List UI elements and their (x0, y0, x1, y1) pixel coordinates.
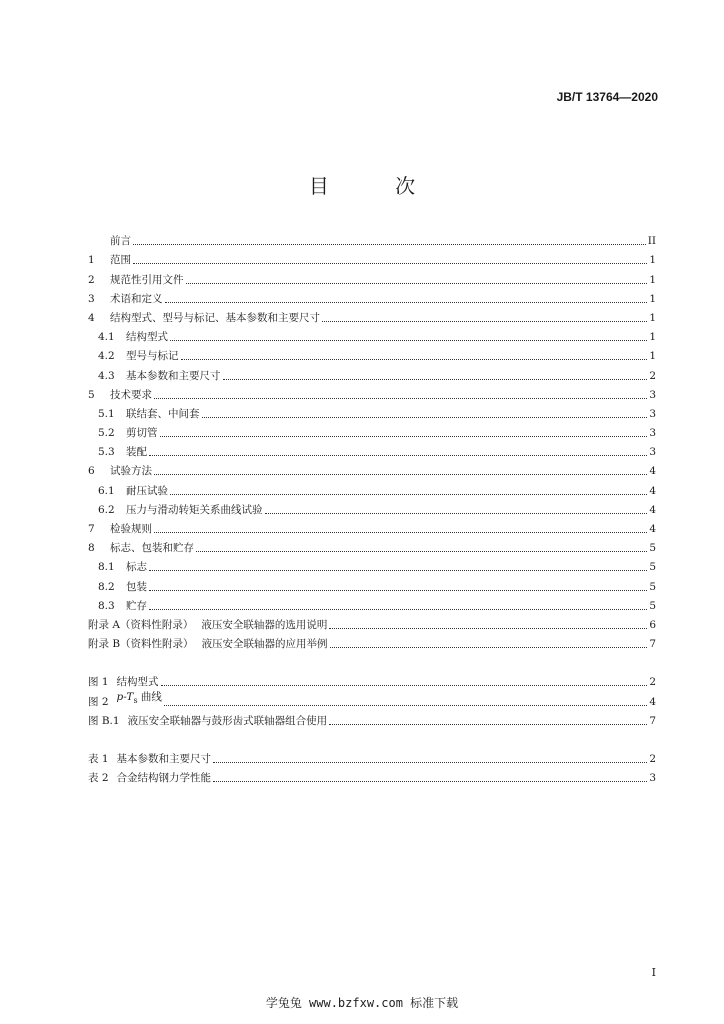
toc-entry[interactable] (88, 325, 656, 344)
toc-entry-page: 6 (649, 618, 656, 631)
toc-entry-number: 表 2 (88, 772, 109, 785)
toc-entry-page: 4 (649, 465, 656, 478)
toc-entry-label: 结构型式、型号与标记、基本参数和主要尺寸 (110, 311, 320, 324)
toc-entry-page: 3 (649, 388, 656, 401)
toc-entry-number: 8.2 (98, 580, 115, 593)
toc-entry[interactable] (88, 555, 656, 574)
toc-entry-page: 2 (649, 369, 656, 382)
toc-entry-page: II (647, 235, 656, 248)
toc-entry-label: 合金结构钢力学性能 (116, 772, 212, 785)
toc-entry-label: 贮存 (126, 599, 147, 612)
toc-entry[interactable] (88, 229, 656, 248)
toc-entry-number: 附录 A（资料性附录） (88, 618, 194, 631)
toc-entry-number: 4.3 (98, 369, 115, 382)
toc-entry-label: 标志 (126, 561, 147, 574)
toc-entry[interactable] (88, 632, 656, 651)
toc-entry-page: 2 (649, 752, 656, 765)
toc-tables-list (88, 747, 656, 785)
toc-entry-label: 结构型式 (126, 331, 168, 344)
toc-entry[interactable] (88, 613, 656, 632)
toc-entry-page: 5 (649, 561, 656, 574)
dot-leader (170, 340, 647, 341)
toc-entry[interactable] (88, 574, 656, 593)
toc-main-list (88, 229, 656, 651)
toc-entry-number: 5.2 (98, 427, 115, 440)
dot-leader (133, 263, 647, 264)
dot-leader (154, 474, 647, 475)
toc-entry-label: 术语和定义 (110, 292, 163, 305)
toc-entry[interactable] (88, 536, 656, 555)
toc-entry[interactable] (88, 440, 656, 459)
toc-entry-number: 5.1 (98, 407, 115, 420)
dot-leader (186, 283, 648, 284)
toc-entry-page: 1 (649, 292, 656, 305)
toc-entry[interactable] (88, 267, 656, 286)
toc-entry[interactable] (88, 747, 656, 766)
toc-entry-label: 联结套、中间套 (126, 407, 200, 420)
toc-entry[interactable] (88, 248, 656, 267)
dot-leader (265, 513, 648, 514)
toc-entry-number: 1 (88, 254, 95, 267)
dot-leader (149, 609, 647, 610)
toc-entry-label: 液压安全联轴器的选用说明 (201, 618, 328, 631)
toc-entry-label: 装配 (126, 446, 147, 459)
toc-entry-label: 技术要求 (110, 388, 152, 401)
toc-entry-label: 耐压试验 (126, 484, 168, 497)
toc-entry-page: 1 (649, 273, 656, 286)
toc-entry-number: 图 B.1 (88, 714, 120, 727)
toc-entry-number: 8.1 (98, 561, 115, 574)
page-title: 目 次 (308, 174, 446, 198)
toc-entry-label: 基本参数和主要尺寸 (116, 752, 212, 765)
dot-leader (330, 647, 648, 648)
toc-entry-number: 8 (88, 542, 95, 555)
dot-leader (170, 494, 647, 495)
toc-entry-number: 5 (88, 388, 95, 401)
dot-leader (149, 570, 647, 571)
toc-entry-page: 7 (649, 638, 656, 651)
toc-entry-number: 3 (88, 292, 95, 305)
toc-entry-number: 6.2 (98, 503, 115, 516)
toc-entry-page: 2 (649, 676, 656, 689)
toc-entry-number: 5.3 (98, 446, 115, 459)
toc-entry-page: 1 (649, 254, 656, 267)
toc-entry-label: 型号与标记 (126, 350, 179, 363)
dot-leader (164, 705, 647, 706)
toc-entry-number: 4.1 (98, 331, 115, 344)
dot-leader (223, 379, 648, 380)
toc-entry-number: 表 1 (88, 752, 109, 765)
toc-entry-label: 压力与滑动转矩关系曲线试验 (126, 503, 263, 516)
toc-entry[interactable] (88, 517, 656, 536)
dot-leader (181, 359, 648, 360)
toc-entry[interactable] (88, 670, 656, 689)
toc-entry-page: 5 (649, 580, 656, 593)
toc-entry-label: $p-T_s$ 曲线 (116, 691, 162, 706)
toc-entry[interactable] (88, 478, 656, 497)
toc-entry-label: 范围 (110, 254, 131, 267)
dot-leader (322, 321, 647, 322)
toc-entry-page: 5 (649, 542, 656, 555)
toc-entry-number: 4.2 (98, 350, 115, 363)
standard-code: JB/T 13764—2020 (556, 90, 658, 104)
dot-leader (154, 398, 647, 399)
toc-figures-list (88, 670, 656, 728)
toc-entry-label: 液压安全联轴器的应用举例 (201, 638, 328, 651)
dot-leader (160, 436, 648, 437)
footer-watermark: 学兔兔 www.bzfxw.com 标准下载 (265, 996, 459, 1010)
toc-entry-number: 7 (88, 523, 95, 535)
toc-entry-number: 2 (88, 273, 95, 286)
dot-leader (329, 724, 647, 725)
dot-leader (161, 685, 648, 686)
toc-entry-label: 液压安全联轴器与鼓形齿式联轴器组合使用 (127, 714, 328, 727)
toc-entry-label: 标志、包装和贮存 (110, 542, 194, 555)
toc-entry-page: 1 (649, 331, 656, 344)
dot-leader (213, 762, 647, 763)
dot-leader (133, 244, 646, 245)
toc-entry-page: 4 (649, 484, 656, 497)
toc-entry-label: 前言 (110, 235, 131, 248)
toc-entry[interactable] (88, 709, 656, 728)
toc-entry-label: 包装 (126, 580, 147, 593)
toc-entry[interactable] (88, 287, 656, 306)
toc-entry-number: 图 1 (88, 676, 109, 689)
table-of-contents (88, 229, 656, 785)
toc-entry-page: 1 (649, 311, 656, 324)
dot-leader (149, 455, 647, 456)
toc-entry-number: 8.3 (98, 599, 115, 612)
toc-entry-label: 检验规则 (110, 523, 152, 535)
toc-entry-label: 基本参数和主要尺寸 (126, 369, 221, 382)
toc-entry-label: 剪切管 (126, 427, 158, 440)
toc-entry-page: 3 (649, 772, 656, 785)
toc-entry-number: 附录 B（资料性附录） (88, 638, 194, 651)
toc-entry[interactable] (88, 594, 656, 613)
toc-entry-page: 4 (649, 503, 656, 516)
toc-entry-label: 试验方法 (110, 465, 152, 478)
toc-entry[interactable] (88, 498, 656, 517)
toc-entry-number: 6.1 (98, 484, 115, 497)
toc-entry-page: 4 (649, 695, 656, 708)
dot-leader (154, 532, 647, 533)
dot-leader (165, 302, 648, 303)
toc-entry-page: 7 (649, 714, 656, 727)
toc-entry[interactable] (88, 421, 656, 440)
toc-entry[interactable] (88, 689, 656, 708)
dot-leader (329, 628, 647, 629)
toc-entry-number: 6 (88, 465, 95, 478)
toc-entry-number: 4 (88, 311, 95, 324)
toc-entry[interactable] (88, 383, 656, 402)
toc-entry-page: 3 (649, 407, 656, 420)
toc-entry-label: 结构型式 (116, 676, 159, 689)
toc-entry[interactable] (88, 766, 656, 785)
toc-entry-label: 规范性引用文件 (110, 273, 184, 286)
toc-entry[interactable] (88, 344, 656, 363)
dot-leader (202, 417, 648, 418)
toc-entry[interactable] (88, 459, 656, 478)
toc-entry[interactable] (88, 363, 656, 382)
toc-entry-number: 图 2 (88, 695, 109, 708)
toc-entry-page: 4 (649, 523, 656, 535)
page-number: I (651, 966, 656, 979)
toc-entry-page: 3 (649, 446, 656, 459)
dot-leader (149, 590, 647, 591)
toc-entry-page: 5 (649, 599, 656, 612)
dot-leader (213, 781, 647, 782)
dot-leader (196, 551, 647, 552)
toc-entry[interactable] (88, 306, 656, 325)
toc-entry-page: 3 (649, 427, 656, 440)
toc-entry[interactable] (88, 402, 656, 421)
toc-entry-page: 1 (649, 350, 656, 363)
